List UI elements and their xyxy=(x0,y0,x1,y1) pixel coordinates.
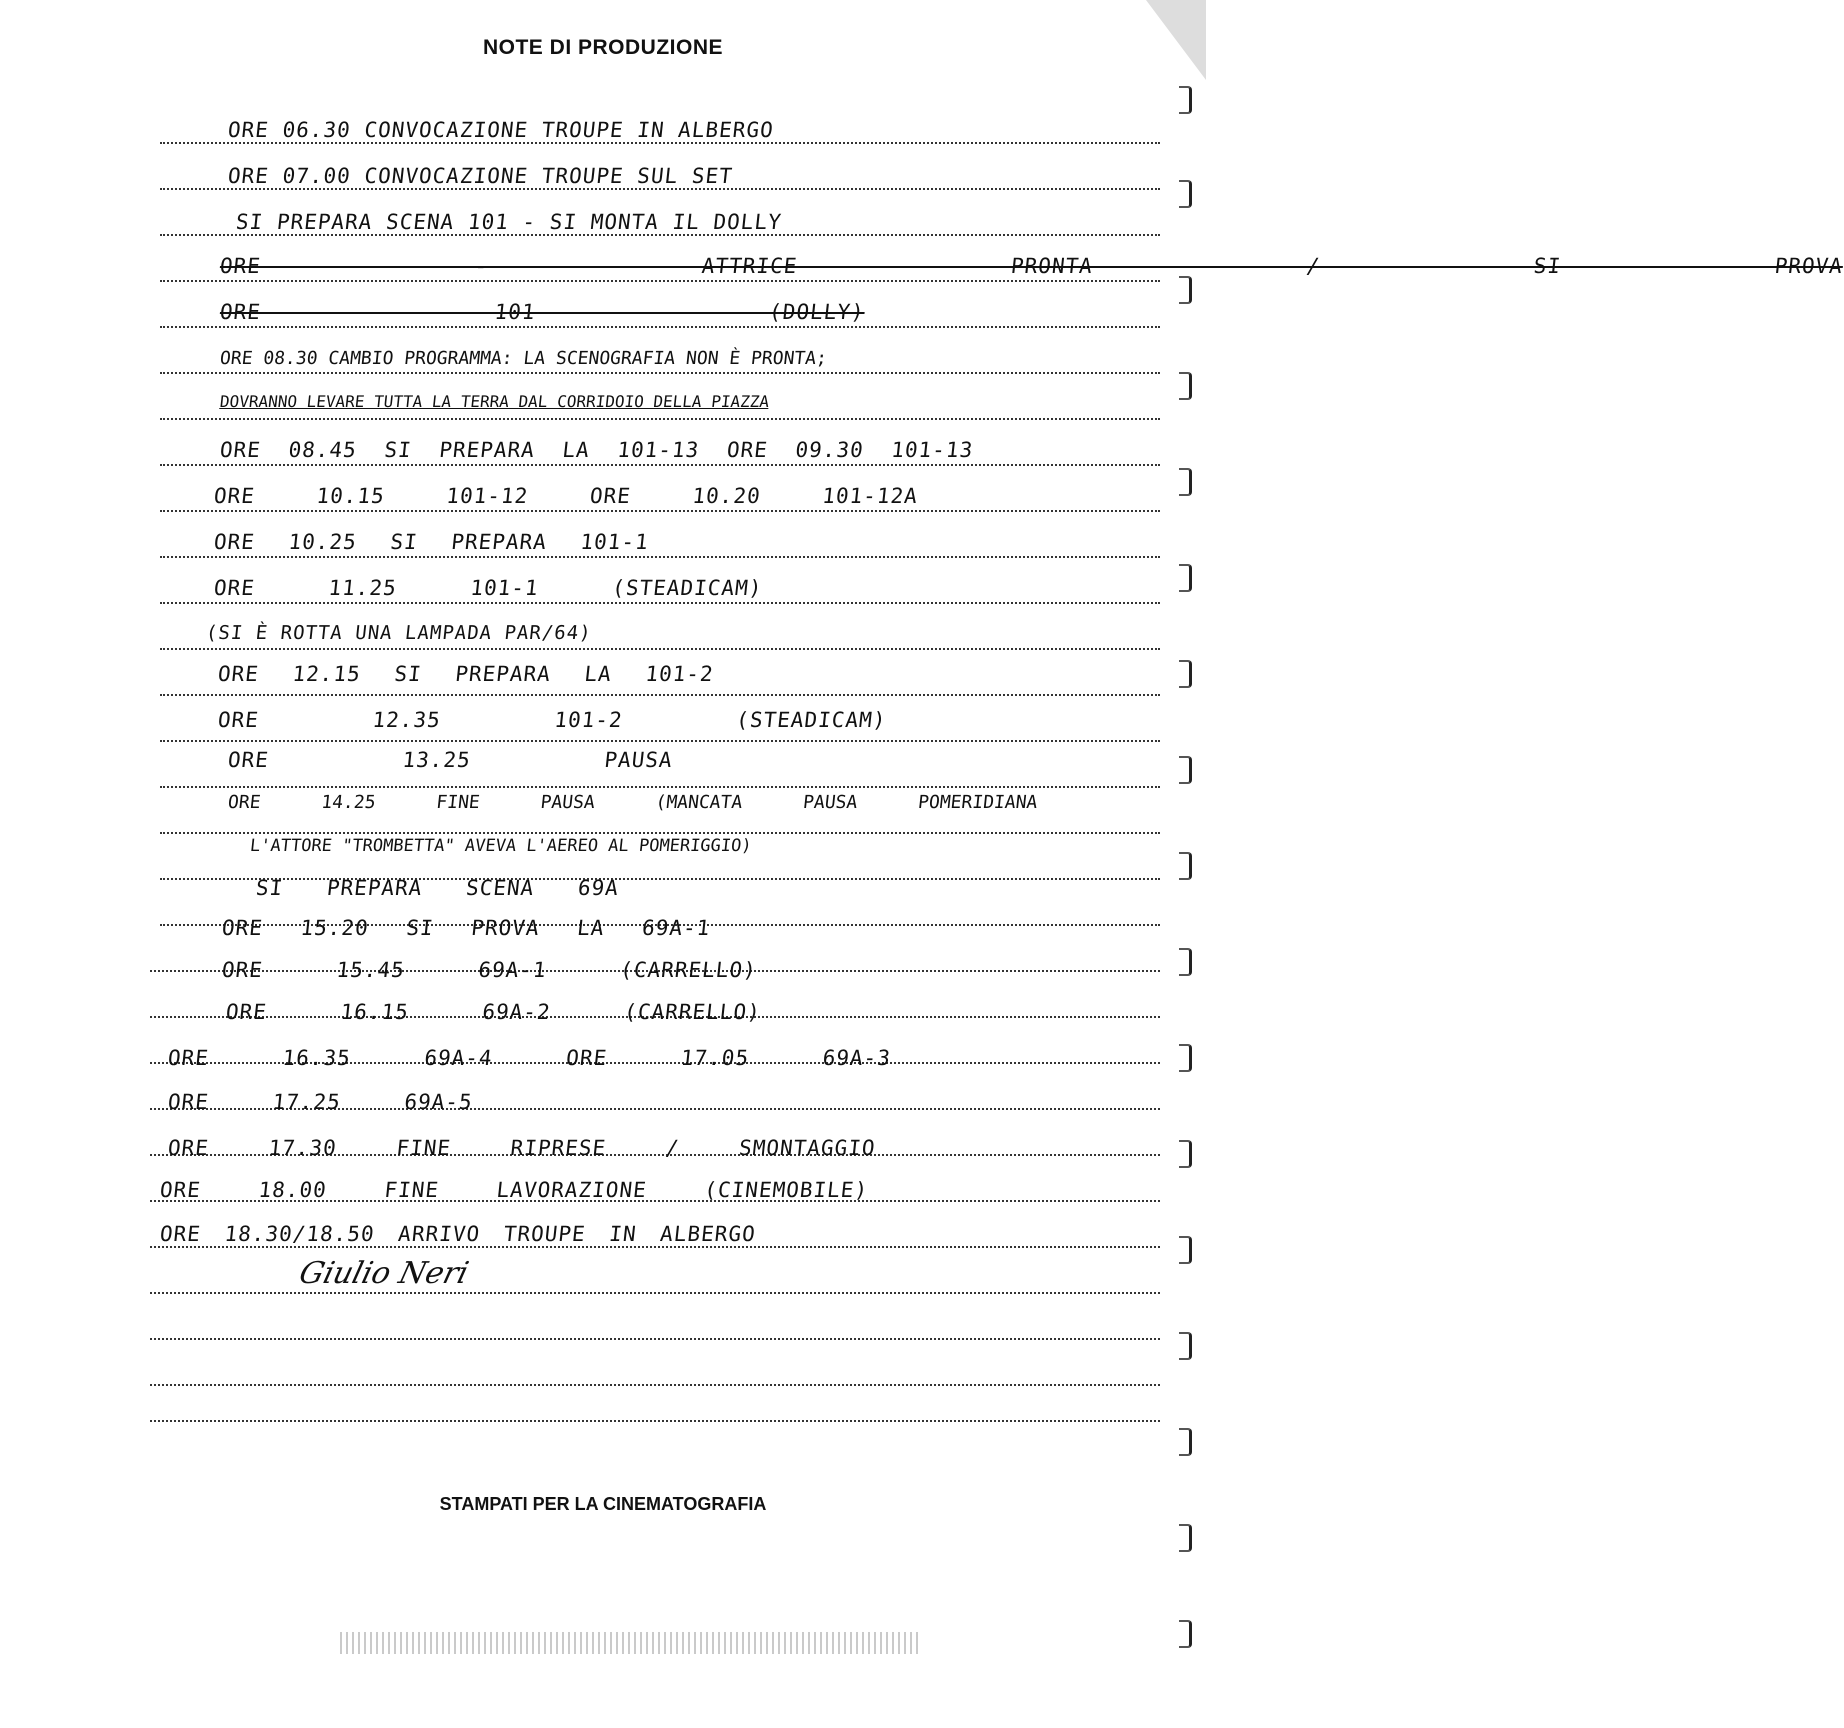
note-line: ORE 11.25 101-1 (STEADICAM) xyxy=(212,576,764,600)
writing-line xyxy=(160,832,1160,834)
writing-line xyxy=(160,326,1160,328)
note-line: ORE 12.35 101-2 (STEADICAM) xyxy=(216,708,888,732)
writing-line xyxy=(160,464,1160,466)
note-line: L'ATTORE "TROMBETTA" AVEVA L'AEREO AL POMERIGGIO) xyxy=(248,836,753,856)
binder-ring xyxy=(1179,1524,1192,1552)
binder-ring xyxy=(1179,1620,1192,1648)
note-line: (SI È ROTTA UNA LAMPADA PAR/64) xyxy=(204,622,593,644)
writing-line xyxy=(160,740,1160,742)
binder-ring xyxy=(1179,852,1192,880)
note-line: ORE 08.45 SI PREPARA LA 101-13 ORE 09.30 101-13 xyxy=(218,438,975,462)
binder-ring xyxy=(1179,948,1192,976)
binder-ring xyxy=(1179,180,1192,208)
writing-line xyxy=(150,1246,1160,1248)
note-line: ORE 10.25 SI PREPARA 101-1 xyxy=(212,530,650,554)
note-line: ORE 18.00 FINE LAVORAZIONE (CINEMOBILE) xyxy=(158,1178,870,1202)
binder-ring xyxy=(1179,1236,1192,1264)
writing-line xyxy=(160,648,1160,650)
writing-line xyxy=(160,556,1160,558)
writing-line xyxy=(160,602,1160,604)
writing-line xyxy=(160,694,1160,696)
note-line: SI PREPARA SCENA 101 - SI MONTA IL DOLLY xyxy=(234,210,783,234)
note-line: ORE 16.15 69A-2 (CARRELLO) xyxy=(224,1000,762,1024)
writing-line xyxy=(160,510,1160,512)
writing-line xyxy=(160,786,1160,788)
binder-ring xyxy=(1179,1428,1192,1456)
note-line: ORE 17.25 69A-5 xyxy=(166,1090,474,1114)
signature: Giulio Neri xyxy=(295,1256,472,1291)
binder-ring xyxy=(1179,1044,1192,1072)
page-title: NOTE DI PRODUZIONE xyxy=(482,36,723,59)
note-line: SI PREPARA SCENA 69A xyxy=(254,876,621,900)
note-line: ORE 13.25 PAUSA xyxy=(226,748,674,772)
note-line: ORE 17.30 FINE RIPRESE / SMONTAGGIO xyxy=(166,1136,877,1160)
writing-line xyxy=(150,1384,1160,1386)
binder-ring xyxy=(1179,1140,1192,1168)
writing-line xyxy=(160,188,1160,190)
note-line: ORE 18.30/18.50 ARRIVO TROUPE IN ALBERGO xyxy=(158,1222,757,1246)
binder-ring xyxy=(1179,1332,1192,1360)
note-line: ORE 15.45 69A-1 (CARRELLO) xyxy=(220,958,758,982)
binder-ring xyxy=(1179,372,1192,400)
writing-line xyxy=(160,418,1160,420)
writing-line xyxy=(160,372,1160,374)
note-line: ORE 08.30 CAMBIO PROGRAMMA: LA SCENOGRAFIA NON È PRONTA; xyxy=(218,348,828,369)
note-line: ORE 16.35 69A-4 ORE 17.05 69A-3 xyxy=(166,1046,893,1070)
writing-line xyxy=(160,142,1160,144)
binder-ring xyxy=(1179,468,1192,496)
writing-line xyxy=(160,280,1160,282)
scan-smudge xyxy=(340,1632,920,1654)
note-line: ORE 07.00 CONVOCAZIONE TROUPE SUL SET xyxy=(226,164,735,188)
writing-line xyxy=(160,234,1160,236)
writing-line xyxy=(150,1338,1160,1340)
binder-ring xyxy=(1179,756,1192,784)
binder-ring xyxy=(1179,564,1192,592)
note-line: ORE 15.20 SI PROVA LA 69A-1 xyxy=(220,916,712,940)
note-line: ORE 06.30 CONVOCAZIONE TROUPE IN ALBERGO xyxy=(226,118,775,142)
binder-ring xyxy=(1179,660,1192,688)
writing-line xyxy=(150,1420,1160,1422)
note-line-struck: ORE 101 (DOLLY) xyxy=(218,300,866,324)
note-line: ORE 14.25 FINE PAUSA (MANCATA PAUSA POMERIDIANA xyxy=(226,792,1039,813)
footer-printer: STAMPATI PER LA CINEMATOGRAFIA xyxy=(439,1494,767,1514)
binder-ring xyxy=(1179,86,1192,114)
binder-ring xyxy=(1179,276,1192,304)
note-line: DOVRANNO LEVARE TUTTA LA TERRA DAL CORRIDOIO DELLA PIAZZA xyxy=(219,392,771,411)
note-line: ORE 12.15 SI PREPARA LA 101-2 xyxy=(216,662,715,686)
writing-line xyxy=(150,1292,1160,1294)
note-line: ORE 10.15 101-12 ORE 10.20 101-12A xyxy=(212,484,920,508)
note-line-struck: ORE - ATTRICE PRONTA / SI PROVA xyxy=(218,254,1844,278)
